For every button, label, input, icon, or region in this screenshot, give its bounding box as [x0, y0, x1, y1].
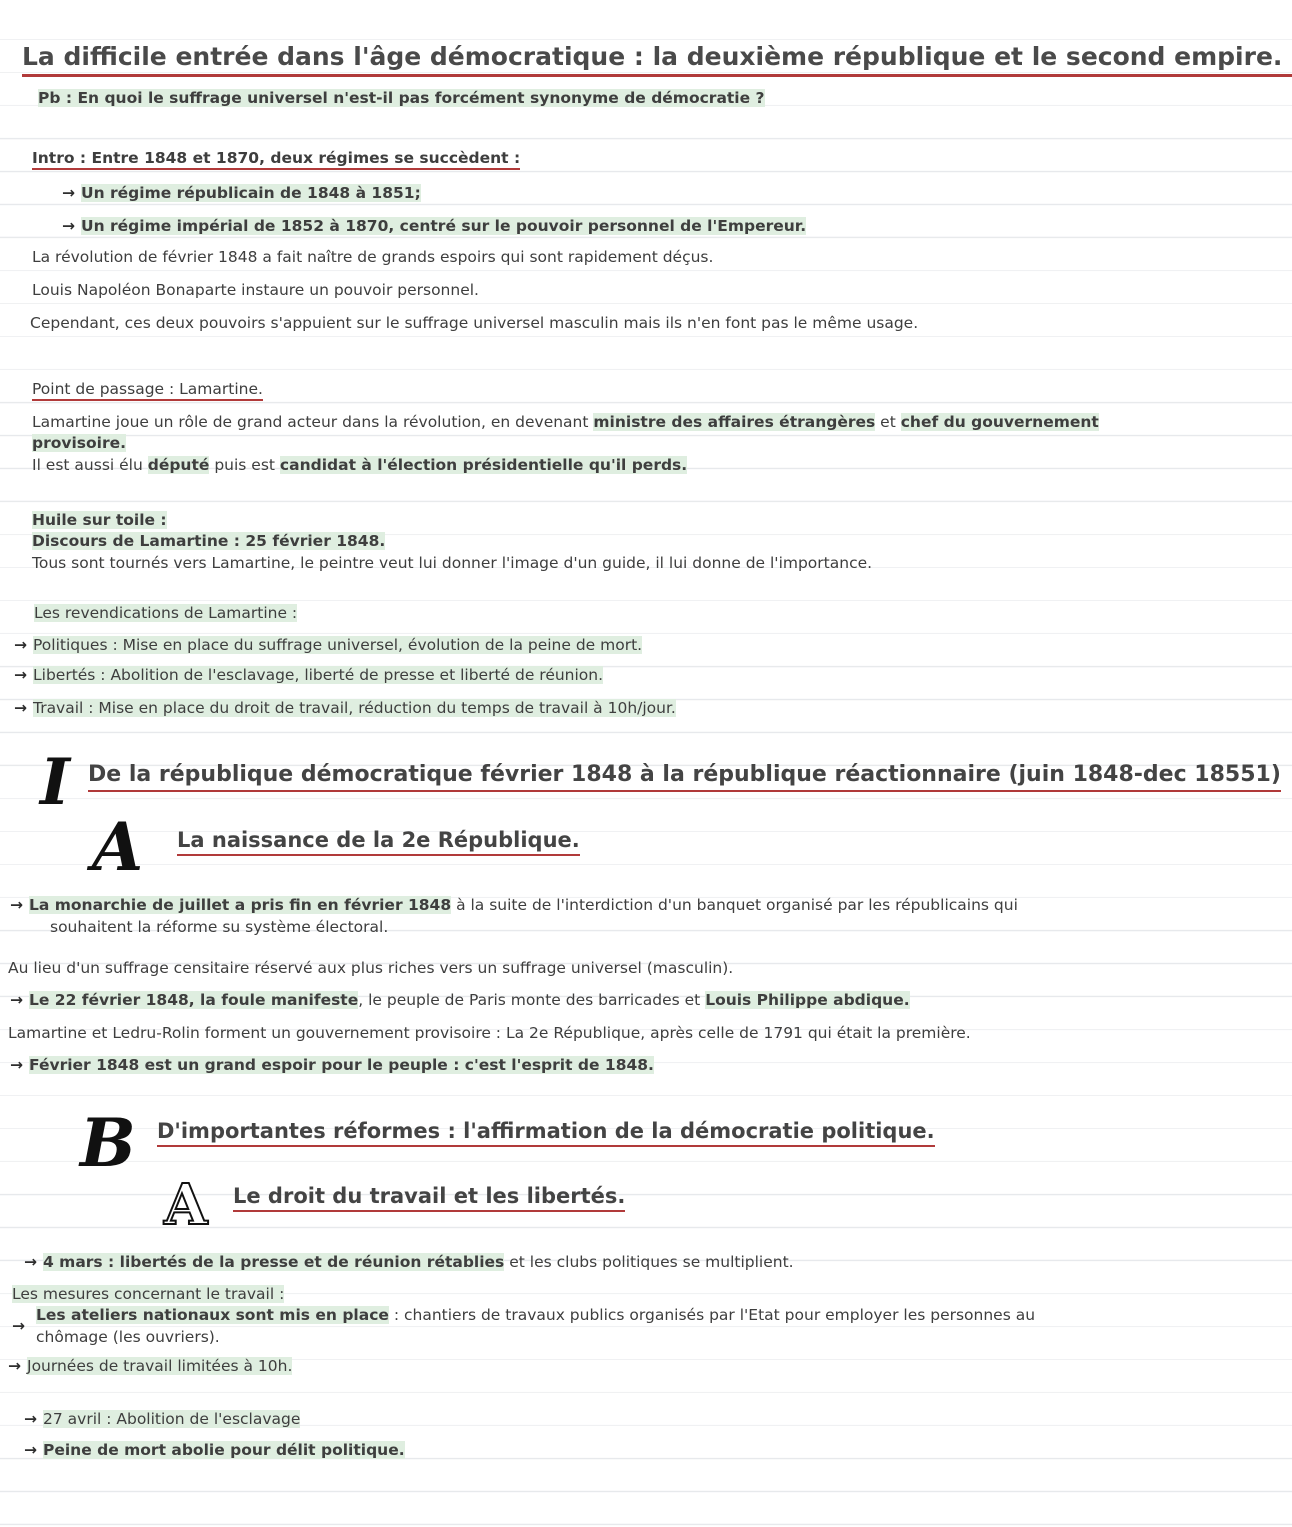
- passage-line: [32, 455, 687, 475]
- claim-item: [14, 698, 676, 718]
- arrow-icon: →: [14, 666, 27, 684]
- text-span: Journées de travail limitées à 10h.: [27, 1357, 293, 1375]
- text-span: Il est aussi élu: [32, 456, 148, 474]
- passage-heading: Point de passage : Lamartine.: [32, 379, 263, 401]
- section-a-line: Lamartine et Ledru-Rolin forment un gouvernement provisoire : La 2e République, après celle de 1791 qui était la première.: [8, 1024, 971, 1042]
- arrow-icon: →: [62, 184, 75, 202]
- text-span: 27 avril : Abolition de l'esclavage: [43, 1410, 301, 1428]
- intro-line: La révolution de février 1848 a fait naître de grands espoirs qui sont rapidement déçus.: [32, 248, 714, 266]
- section-a-line: souhaitent la réforme su système électoral.: [50, 918, 389, 936]
- text-span: ministre des affaires étrangères: [593, 413, 876, 431]
- intro-line: Louis Napoléon Bonaparte instaure un pouvoir personnel.: [32, 281, 479, 299]
- text-span: député: [147, 456, 210, 474]
- text-span: Huile sur toile :: [32, 511, 167, 529]
- text-span: candidat à l'élection présidentielle qu'il perds.: [279, 456, 688, 474]
- text-span: provisoire.: [32, 434, 127, 452]
- section-a-line: [10, 990, 910, 1010]
- problem-text: Pb : En quoi le suffrage universel n'est-il pas forcément synonyme de démocratie ?: [38, 89, 765, 107]
- work-item: [8, 1356, 292, 1376]
- text-span: Politiques : Mise en place du suffrage universel, évolution de la peine de mort.: [33, 636, 643, 654]
- text-span: 4 mars : libertés de la presse et de réunion rétablies: [43, 1253, 505, 1271]
- text-span: Discours de Lamartine : 25 février 1848.: [32, 532, 386, 550]
- text-span: Travail : Mise en place du droit de travail, réduction du temps de travail à 10h/jour.: [33, 699, 676, 717]
- intro-heading: Intro : Entre 1848 et 1870, deux régimes se succèdent :: [32, 148, 520, 170]
- section-b-line: [24, 1252, 794, 1272]
- text-span: Les revendications de Lamartine :: [34, 604, 298, 622]
- section-a-line: Au lieu d'un suffrage censitaire réservé aux plus riches vers un suffrage universel (masculin).: [8, 959, 734, 977]
- passage-line: [32, 412, 1099, 432]
- section-a-line: [10, 895, 1018, 915]
- section-a-line: [10, 1055, 654, 1075]
- problem-statement: [38, 88, 765, 108]
- subsection-letter-a: A: [164, 1172, 208, 1238]
- painting-desc: Tous sont tournés vers Lamartine, le peintre veut lui donner l'image d'un guide, il lui donne de l'importance.: [32, 554, 873, 572]
- painting-heading: [32, 510, 167, 530]
- section-b-line: [24, 1409, 300, 1429]
- painting-name: [32, 531, 385, 551]
- text-span: Libertés : Abolition de l'esclavage, liberté de presse et liberté de réunion.: [33, 666, 604, 684]
- arrow-icon: →: [24, 1410, 37, 1428]
- arrow-icon: →: [10, 1056, 23, 1074]
- text-span: : chantiers de travaux publics organisés par l'Etat pour employer les personnes au: [388, 1306, 1036, 1324]
- text-span: Le 22 février 1848, la foule manifeste: [29, 991, 359, 1009]
- page-title: La difficile entrée dans l'âge démocratique : la deuxième république et le second empire.: [22, 40, 1292, 77]
- text-span: Louis Philippe abdique.: [705, 991, 910, 1009]
- text-span: Un régime républicain de 1848 à 1851;: [81, 184, 421, 202]
- part1-heading: De la république démocratique février 1848 à la république réactionnaire (juin 1848-dec 18551): [88, 760, 1281, 792]
- work-heading: [12, 1284, 284, 1304]
- text-span: Peine de mort abolie pour délit politique.: [43, 1441, 405, 1459]
- text-span: chef du gouvernement: [900, 413, 1099, 431]
- text-span: Un régime impérial de 1852 à 1870, centré sur le pouvoir personnel de l'Empereur.: [81, 217, 807, 235]
- text-span: Février 1848 est un grand espoir pour le peuple : c'est l'esprit de 1848.: [29, 1056, 654, 1074]
- section-letter-b: B: [80, 1104, 136, 1182]
- work-item: [12, 1316, 31, 1336]
- section-b-heading: D'importantes réformes : l'affirmation de la démocratie politique.: [157, 1117, 935, 1147]
- intro-line: Cependant, ces deux pouvoirs s'appuient sur le suffrage universel masculin mais ils n'en font pas le même usage.: [30, 314, 919, 332]
- arrow-icon: →: [8, 1357, 21, 1375]
- text-span: La monarchie de juillet a pris fin en février 1848: [29, 896, 452, 914]
- arrow-icon: →: [10, 896, 23, 914]
- text-span: à la suite de l'interdiction d'un banquet organisé par les républicains qui: [451, 896, 1018, 914]
- section-a-heading: La naissance de la 2e République.: [177, 826, 580, 856]
- arrow-icon: →: [10, 991, 23, 1009]
- claim-item: [14, 635, 642, 655]
- text-span: , le peuple de Paris monte des barricades et: [358, 991, 706, 1009]
- text-span: puis est: [209, 456, 280, 474]
- text-span: Lamartine joue un rôle de grand acteur dans la révolution, en devenant: [32, 413, 594, 431]
- arrow-icon: →: [24, 1441, 37, 1459]
- text-span: et les clubs politiques se multiplient.: [504, 1253, 794, 1271]
- part-numeral: I: [40, 745, 70, 820]
- claim-item: [14, 665, 603, 685]
- text-span: et: [875, 413, 901, 431]
- passage-line: [32, 433, 126, 453]
- text-span: Les ateliers nationaux sont mis en place: [36, 1306, 389, 1324]
- arrow-icon: →: [14, 699, 27, 717]
- arrow-icon: →: [24, 1253, 37, 1271]
- intro-point: [62, 183, 421, 203]
- arrow-icon: →: [62, 217, 75, 235]
- subsection-heading: Le droit du travail et les libertés.: [233, 1182, 625, 1212]
- work-item-text: [36, 1305, 1035, 1325]
- arrow-icon: →: [12, 1317, 25, 1335]
- section-letter-a: A: [92, 808, 144, 886]
- work-item-text: chômage (les ouvriers).: [36, 1328, 220, 1346]
- intro-point: [62, 216, 806, 236]
- section-b-line: [24, 1440, 405, 1460]
- text-span: Les mesures concernant le travail :: [12, 1285, 285, 1303]
- arrow-icon: →: [14, 636, 27, 654]
- claims-heading: [34, 603, 297, 623]
